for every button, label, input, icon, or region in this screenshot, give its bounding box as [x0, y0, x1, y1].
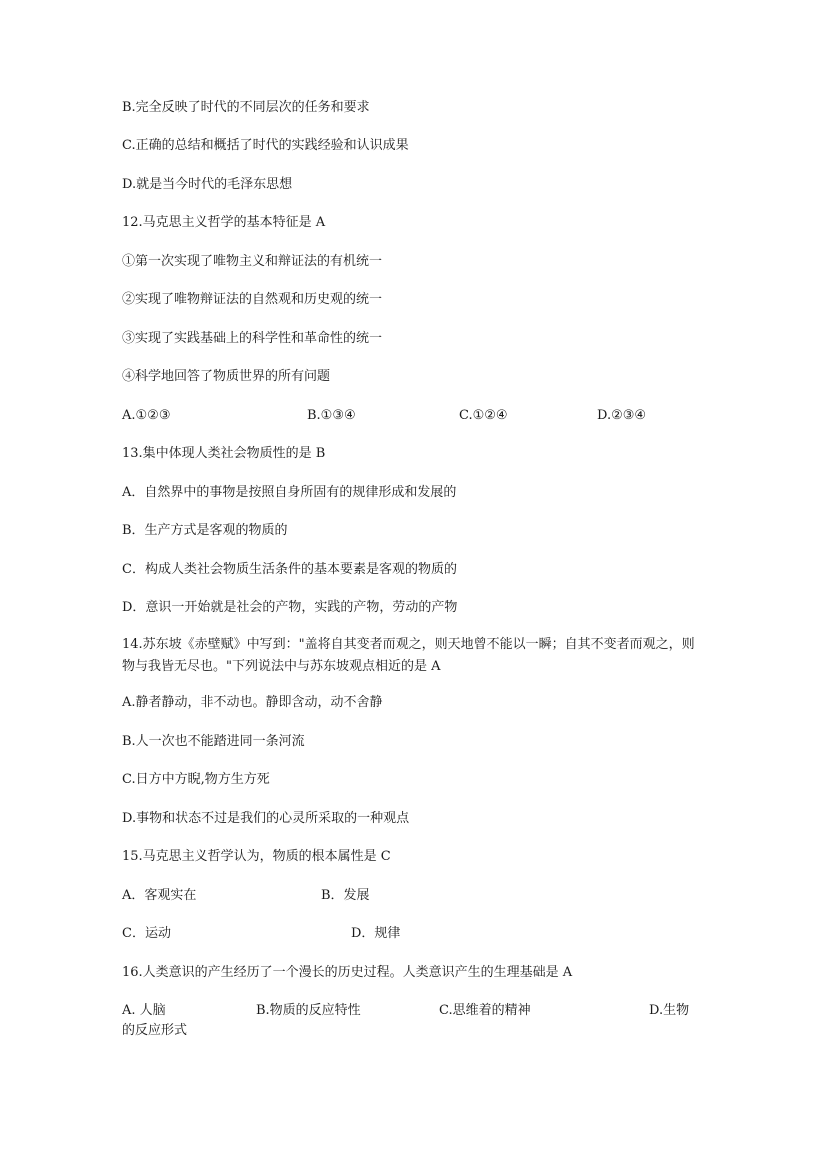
q13-option-c: C．构成人类社会物质生活条件的基本要素是客观的物质的	[122, 562, 457, 577]
q12-statement-3: ③实现了实践基础上的科学性和革命性的统一	[122, 331, 383, 346]
q11-option-b: B.完全反映了时代的不同层次的任务和要求	[122, 100, 370, 115]
q16-option-b: B.物质的反应特性	[256, 1003, 361, 1018]
q12-statement-2: ②实现了唯物辩证法的自然观和历史观的统一	[122, 292, 383, 307]
q16-option-d: D.生物	[649, 1003, 690, 1018]
q11-option-d: D.就是当今时代的毛泽东思想	[122, 177, 293, 192]
q12-option-d: D.②③④	[597, 408, 647, 423]
q16-option-a: A. 人脑	[122, 1003, 166, 1018]
q11-option-c: C.正确的总结和概括了时代的实践经验和认识成果	[122, 138, 409, 153]
q13-option-d: D．意识一开始就是社会的产物，实践的产物，劳动的产物	[122, 600, 458, 615]
q12-option-b: B.①③④	[307, 408, 356, 423]
q16-option-c: C.思维着的精神	[439, 1003, 531, 1018]
q12-question: 12.马克思主义哲学的基本特征是 A	[122, 215, 326, 230]
q13-option-a: A．自然界中的事物是按照自身所固有的规律形成和发展的	[122, 485, 457, 500]
q14-option-c: C.日方中方睨,物方生方死	[122, 772, 270, 787]
q12-statement-1: ①第一次实现了唯物主义和辩证法的有机统一	[122, 254, 383, 269]
q14-option-b: B.人一次也不能踏进同一条河流	[122, 734, 305, 749]
q16-question: 16.人类意识的产生经历了一个漫长的历史过程。人类意识产生的生理基础是 A	[122, 965, 573, 980]
q15-question: 15.马克思主义哲学认为，物质的根本属性是 C	[122, 849, 391, 864]
q12-option-a: A.①②③	[122, 408, 171, 423]
q14-option-d: D.事物和状态不过是我们的心灵所采取的一种观点	[122, 811, 410, 826]
q12-option-c: C.①②④	[459, 408, 508, 423]
q16-option-d-continuation: 的反应形式	[122, 1023, 188, 1038]
q14-option-a: A.静者静动，非不动也。静即含动，动不舍静	[122, 695, 383, 710]
q13-option-b: B．生产方式是客观的物质的	[122, 523, 288, 538]
q12-statement-4: ④科学地回答了物质世界的所有问题	[122, 369, 331, 384]
q15-option-d: D．规律	[351, 926, 401, 941]
q15-option-c: C．运动	[122, 926, 171, 941]
q14-question: 14.苏东坡《赤壁赋》中写到："盖将自其变者而观之，则天地曾不能以一瞬；自其不变者而观之，则物与我皆无尽也。"下列说法中与苏东坡观点相近的是 A	[122, 637, 695, 674]
q15-option-b: B．发展	[321, 888, 370, 903]
q13-question: 13.集中体现人类社会物质性的是 B	[122, 446, 326, 461]
q15-option-a: A．客观实在	[122, 888, 197, 903]
